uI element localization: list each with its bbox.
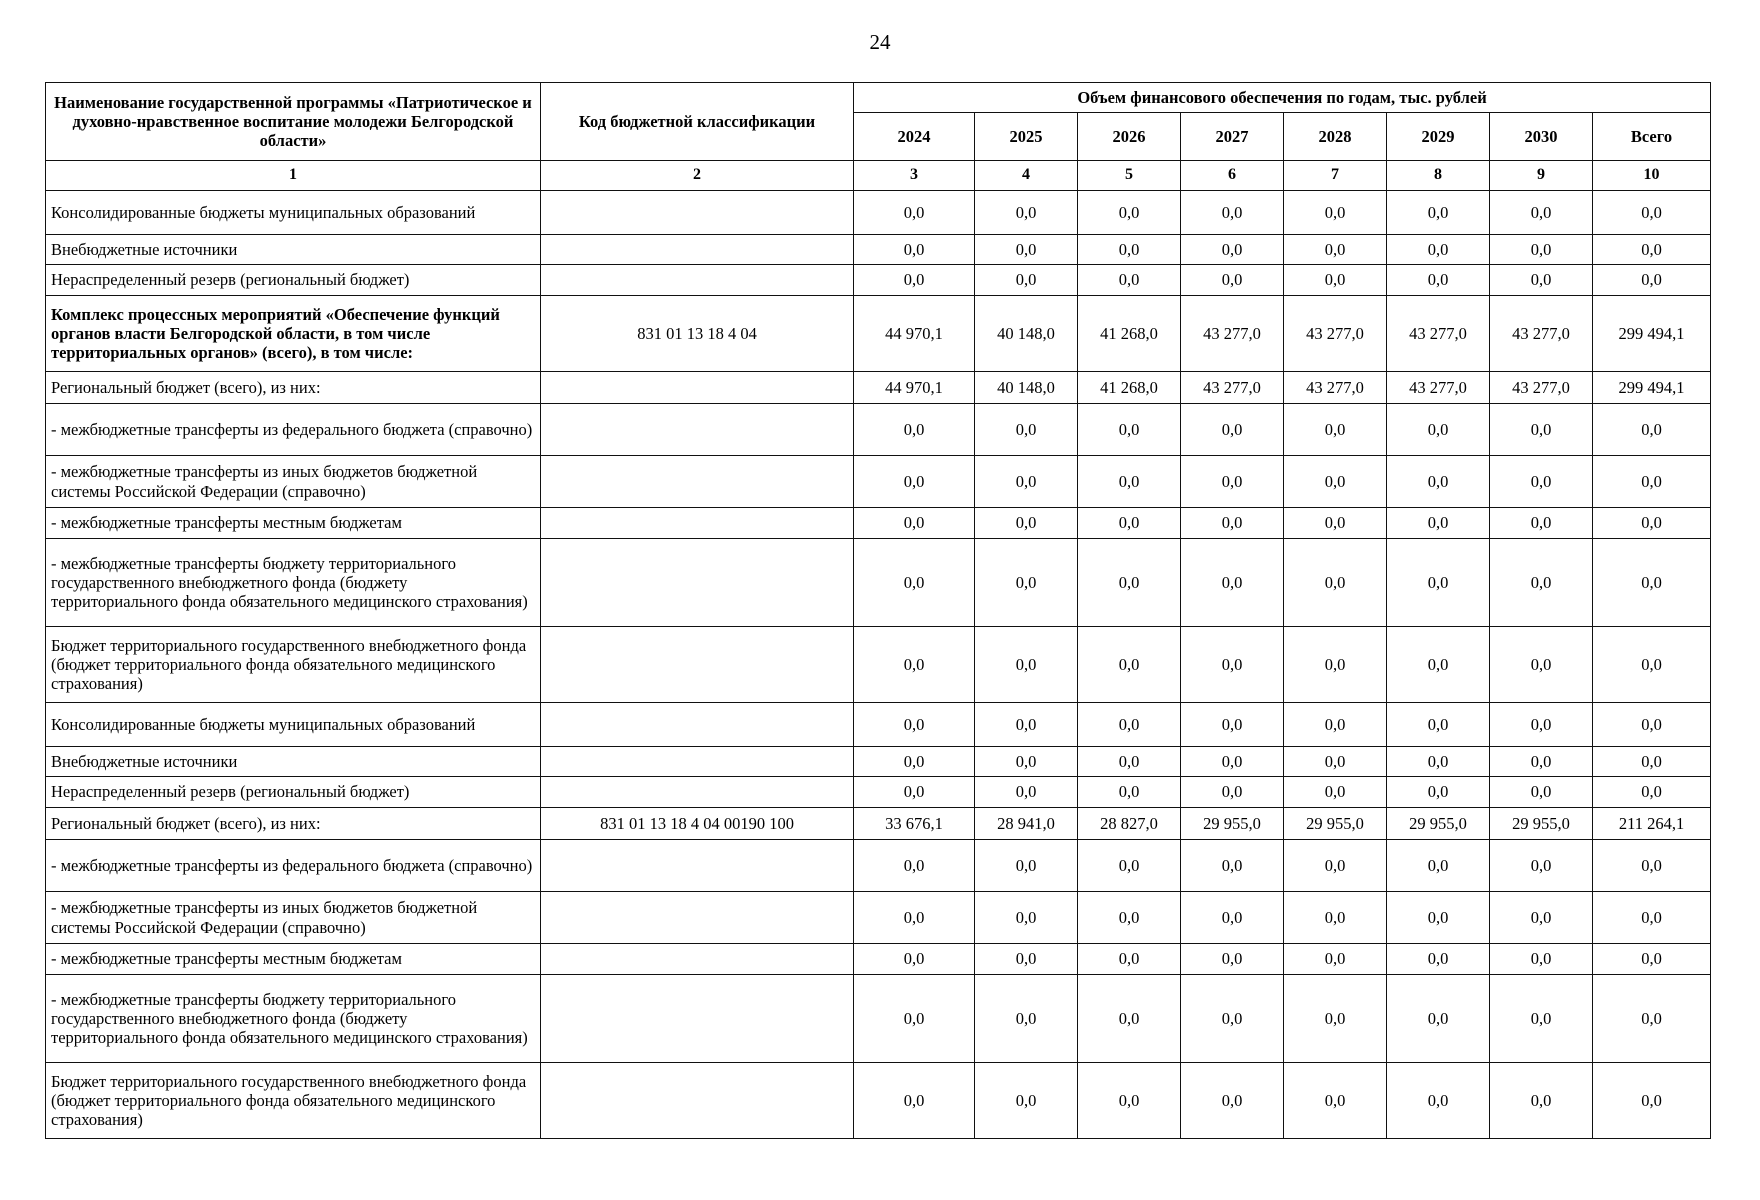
row-year-value: 0,0 — [854, 747, 975, 777]
header-year: 2026 — [1078, 113, 1181, 161]
row-total-value: 0,0 — [1593, 508, 1711, 539]
row-year-value: 0,0 — [1387, 975, 1490, 1063]
row-year-value: 0,0 — [854, 191, 975, 235]
row-year-value: 0,0 — [854, 456, 975, 508]
row-year-value: 0,0 — [1284, 191, 1387, 235]
row-year-value: 29 955,0 — [1490, 808, 1593, 840]
row-year-value: 0,0 — [1490, 539, 1593, 627]
row-year-value: 0,0 — [854, 944, 975, 975]
row-year-value: 0,0 — [1490, 1063, 1593, 1139]
column-number: 9 — [1490, 161, 1593, 191]
row-total-value: 0,0 — [1593, 944, 1711, 975]
row-year-value: 0,0 — [1181, 892, 1284, 944]
table-row — [46, 404, 1711, 456]
column-number: 3 — [854, 161, 975, 191]
table-row — [46, 975, 1711, 1063]
table-row — [46, 508, 1711, 539]
column-number: 7 — [1284, 161, 1387, 191]
row-year-value: 40 148,0 — [975, 296, 1078, 372]
row-year-value: 0,0 — [975, 892, 1078, 944]
table-row — [46, 627, 1711, 703]
row-year-value: 0,0 — [1284, 944, 1387, 975]
table-row — [46, 840, 1711, 892]
row-year-value: 0,0 — [1078, 777, 1181, 808]
header-year: 2030 — [1490, 113, 1593, 161]
row-year-value: 0,0 — [1387, 191, 1490, 235]
row-year-value: 0,0 — [1284, 456, 1387, 508]
row-year-value: 0,0 — [975, 975, 1078, 1063]
row-year-value: 0,0 — [854, 235, 975, 265]
row-name: Региональный бюджет (всего), из них: — [46, 808, 541, 840]
row-year-value: 0,0 — [1078, 627, 1181, 703]
row-year-value: 44 970,1 — [854, 296, 975, 372]
row-name: - межбюджетные трансферты бюджету территориального государственного внебюджетного фонда (бюджету территориального фонда обязательного медицинского страхования) — [46, 539, 541, 627]
row-total-value: 299 494,1 — [1593, 372, 1711, 404]
budget-table — [45, 82, 1711, 1139]
row-year-value: 0,0 — [854, 539, 975, 627]
header-year: 2028 — [1284, 113, 1387, 161]
row-year-value: 0,0 — [1387, 1063, 1490, 1139]
row-year-value: 0,0 — [1387, 404, 1490, 456]
header-year: 2024 — [854, 113, 975, 161]
row-year-value: 0,0 — [1181, 456, 1284, 508]
row-year-value: 0,0 — [1078, 892, 1181, 944]
row-year-value: 0,0 — [1490, 265, 1593, 296]
row-name: Консолидированные бюджеты муниципальных образований — [46, 703, 541, 747]
row-year-value: 29 955,0 — [1181, 808, 1284, 840]
table-row — [46, 296, 1711, 372]
table-row — [46, 456, 1711, 508]
row-year-value: 0,0 — [975, 191, 1078, 235]
row-year-value: 0,0 — [1181, 1063, 1284, 1139]
row-name: - межбюджетные трансферты местным бюджетам — [46, 508, 541, 539]
row-year-value: 0,0 — [975, 777, 1078, 808]
row-total-value: 0,0 — [1593, 539, 1711, 627]
row-year-value: 43 277,0 — [1181, 372, 1284, 404]
row-budget-code — [541, 539, 854, 627]
header-year: 2027 — [1181, 113, 1284, 161]
row-year-value: 29 955,0 — [1284, 808, 1387, 840]
header-volume: Объем финансового обеспечения по годам, тыс. рублей — [854, 83, 1711, 113]
row-name: Региональный бюджет (всего), из них: — [46, 372, 541, 404]
row-year-value: 41 268,0 — [1078, 296, 1181, 372]
row-name: Нераспределенный резерв (региональный бюджет) — [46, 265, 541, 296]
row-year-value: 0,0 — [1284, 404, 1387, 456]
row-year-value: 0,0 — [1387, 747, 1490, 777]
row-year-value: 0,0 — [1490, 975, 1593, 1063]
table-body — [46, 191, 1711, 1139]
row-name: - межбюджетные трансферты бюджету территориального государственного внебюджетного фонда (бюджету территориального фонда обязательного медицинского страхования) — [46, 975, 541, 1063]
row-year-value: 44 970,1 — [854, 372, 975, 404]
row-year-value: 0,0 — [1181, 539, 1284, 627]
table-row — [46, 808, 1711, 840]
row-year-value: 0,0 — [1490, 404, 1593, 456]
row-year-value: 0,0 — [975, 456, 1078, 508]
row-year-value: 0,0 — [1078, 975, 1181, 1063]
row-year-value: 0,0 — [1078, 265, 1181, 296]
row-year-value: 0,0 — [1284, 235, 1387, 265]
table-row — [46, 235, 1711, 265]
row-year-value: 0,0 — [1284, 539, 1387, 627]
row-year-value: 0,0 — [1387, 944, 1490, 975]
row-year-value: 43 277,0 — [1490, 296, 1593, 372]
row-budget-code — [541, 627, 854, 703]
row-year-value: 0,0 — [1490, 892, 1593, 944]
row-budget-code — [541, 892, 854, 944]
row-budget-code — [541, 508, 854, 539]
row-total-value: 0,0 — [1593, 265, 1711, 296]
row-year-value: 0,0 — [854, 892, 975, 944]
row-year-value: 0,0 — [1078, 508, 1181, 539]
row-year-value: 33 676,1 — [854, 808, 975, 840]
column-number: 2 — [541, 161, 854, 191]
row-name: Бюджет территориального государственного внебюджетного фонда (бюджет территориального фонда обязательного медицинского страхования) — [46, 1063, 541, 1139]
row-year-value: 0,0 — [1284, 747, 1387, 777]
row-year-value: 0,0 — [975, 235, 1078, 265]
row-year-value: 0,0 — [1078, 1063, 1181, 1139]
row-year-value: 0,0 — [1078, 404, 1181, 456]
table-row — [46, 892, 1711, 944]
row-year-value: 0,0 — [1181, 508, 1284, 539]
row-year-value: 0,0 — [975, 539, 1078, 627]
row-year-value: 0,0 — [854, 1063, 975, 1139]
row-total-value: 299 494,1 — [1593, 296, 1711, 372]
row-year-value: 0,0 — [1284, 1063, 1387, 1139]
row-name: Комплекс процессных мероприятий «Обеспечение функций органов власти Белгородской области, в том числе территориальных органов» (всего), в том числе: — [46, 296, 541, 372]
row-total-value: 211 264,1 — [1593, 808, 1711, 840]
row-year-value: 0,0 — [1387, 627, 1490, 703]
row-year-value: 0,0 — [854, 777, 975, 808]
row-year-value: 0,0 — [1490, 944, 1593, 975]
row-year-value: 28 827,0 — [1078, 808, 1181, 840]
row-year-value: 0,0 — [1490, 747, 1593, 777]
row-year-value: 0,0 — [1181, 944, 1284, 975]
row-total-value: 0,0 — [1593, 404, 1711, 456]
table-row — [46, 747, 1711, 777]
column-number: 4 — [975, 161, 1078, 191]
row-budget-code: 831 01 13 18 4 04 — [541, 296, 854, 372]
row-name: Внебюджетные источники — [46, 235, 541, 265]
row-year-value: 0,0 — [1284, 703, 1387, 747]
row-year-value: 0,0 — [1490, 777, 1593, 808]
row-budget-code — [541, 372, 854, 404]
row-year-value: 0,0 — [1181, 265, 1284, 296]
row-name: - межбюджетные трансферты из иных бюджетов бюджетной системы Российской Федерации (справочно) — [46, 892, 541, 944]
table-row — [46, 539, 1711, 627]
row-year-value: 0,0 — [1490, 191, 1593, 235]
header-total: Всего — [1593, 113, 1711, 161]
row-total-value: 0,0 — [1593, 747, 1711, 777]
row-year-value: 0,0 — [975, 1063, 1078, 1139]
row-year-value: 0,0 — [1078, 944, 1181, 975]
page-number: 24 — [869, 30, 891, 54]
row-budget-code — [541, 703, 854, 747]
column-number: 5 — [1078, 161, 1181, 191]
row-year-value: 0,0 — [1284, 975, 1387, 1063]
row-year-value: 0,0 — [1284, 777, 1387, 808]
row-year-value: 0,0 — [1181, 703, 1284, 747]
row-budget-code — [541, 944, 854, 975]
row-budget-code — [541, 975, 854, 1063]
row-budget-code — [541, 404, 854, 456]
table-row — [46, 1063, 1711, 1139]
row-year-value: 0,0 — [1078, 456, 1181, 508]
row-year-value: 0,0 — [1490, 703, 1593, 747]
row-year-value: 0,0 — [1387, 892, 1490, 944]
row-year-value: 29 955,0 — [1387, 808, 1490, 840]
header-year: 2029 — [1387, 113, 1490, 161]
row-year-value: 0,0 — [975, 265, 1078, 296]
row-name: - межбюджетные трансферты из иных бюджетов бюджетной системы Российской Федерации (справочно) — [46, 456, 541, 508]
row-budget-code — [541, 747, 854, 777]
table-row — [46, 777, 1711, 808]
row-year-value: 0,0 — [1181, 840, 1284, 892]
row-year-value: 43 277,0 — [1181, 296, 1284, 372]
row-year-value: 0,0 — [1181, 747, 1284, 777]
table-header — [46, 83, 1711, 191]
row-year-value: 0,0 — [854, 627, 975, 703]
row-total-value: 0,0 — [1593, 456, 1711, 508]
row-total-value: 0,0 — [1593, 235, 1711, 265]
row-year-value: 40 148,0 — [975, 372, 1078, 404]
row-year-value: 0,0 — [854, 508, 975, 539]
row-budget-code — [541, 235, 854, 265]
table-row — [46, 372, 1711, 404]
row-year-value: 0,0 — [1078, 235, 1181, 265]
row-year-value: 43 277,0 — [1387, 296, 1490, 372]
row-budget-code — [541, 265, 854, 296]
table-row — [46, 265, 1711, 296]
row-year-value: 43 277,0 — [1284, 372, 1387, 404]
table-row — [46, 944, 1711, 975]
header-year: 2025 — [975, 113, 1078, 161]
row-total-value: 0,0 — [1593, 777, 1711, 808]
row-year-value: 0,0 — [1181, 191, 1284, 235]
row-year-value: 0,0 — [1181, 627, 1284, 703]
row-name: Внебюджетные источники — [46, 747, 541, 777]
row-year-value: 43 277,0 — [1387, 372, 1490, 404]
row-year-value: 0,0 — [975, 944, 1078, 975]
row-year-value: 0,0 — [1181, 404, 1284, 456]
row-name: - межбюджетные трансферты местным бюджетам — [46, 944, 541, 975]
row-year-value: 0,0 — [1078, 747, 1181, 777]
row-year-value: 0,0 — [1387, 840, 1490, 892]
row-year-value: 43 277,0 — [1284, 296, 1387, 372]
row-name: Бюджет территориального государственного внебюджетного фонда (бюджет территориального фонда обязательного медицинского страхования) — [46, 627, 541, 703]
row-year-value: 0,0 — [1387, 235, 1490, 265]
row-year-value: 0,0 — [975, 747, 1078, 777]
column-number: 10 — [1593, 161, 1711, 191]
row-year-value: 0,0 — [854, 840, 975, 892]
row-year-value: 0,0 — [975, 627, 1078, 703]
row-budget-code — [541, 1063, 854, 1139]
row-total-value: 0,0 — [1593, 975, 1711, 1063]
row-year-value: 0,0 — [1387, 777, 1490, 808]
row-total-value: 0,0 — [1593, 703, 1711, 747]
row-year-value: 41 268,0 — [1078, 372, 1181, 404]
row-total-value: 0,0 — [1593, 627, 1711, 703]
row-year-value: 0,0 — [1078, 191, 1181, 235]
header-program-name: Наименование государственной программы «Патриотическое и духовно-нравственное воспитание молодежи Белгородской области» — [46, 83, 541, 161]
row-year-value: 0,0 — [975, 508, 1078, 539]
row-budget-code — [541, 777, 854, 808]
row-year-value: 0,0 — [1078, 539, 1181, 627]
row-year-value: 0,0 — [1284, 627, 1387, 703]
row-year-value: 0,0 — [1284, 265, 1387, 296]
header-code: Код бюджетной классификации — [541, 83, 854, 161]
row-total-value: 0,0 — [1593, 840, 1711, 892]
row-year-value: 0,0 — [975, 840, 1078, 892]
column-number: 8 — [1387, 161, 1490, 191]
row-year-value: 0,0 — [854, 703, 975, 747]
row-budget-code — [541, 456, 854, 508]
row-year-value: 0,0 — [1490, 235, 1593, 265]
row-budget-code — [541, 191, 854, 235]
row-year-value: 0,0 — [1490, 840, 1593, 892]
row-year-value: 0,0 — [1181, 777, 1284, 808]
table-row — [46, 191, 1711, 235]
row-year-value: 0,0 — [1078, 703, 1181, 747]
row-name: Нераспределенный резерв (региональный бюджет) — [46, 777, 541, 808]
row-name: - межбюджетные трансферты из федерального бюджета (справочно) — [46, 404, 541, 456]
row-year-value: 0,0 — [1181, 975, 1284, 1063]
row-year-value: 0,0 — [1078, 840, 1181, 892]
row-budget-code: 831 01 13 18 4 04 00190 100 — [541, 808, 854, 840]
row-year-value: 0,0 — [1387, 265, 1490, 296]
column-number: 1 — [46, 161, 541, 191]
column-number: 6 — [1181, 161, 1284, 191]
row-name: Консолидированные бюджеты муниципальных образований — [46, 191, 541, 235]
row-year-value: 0,0 — [1284, 892, 1387, 944]
row-year-value: 0,0 — [975, 404, 1078, 456]
row-year-value: 0,0 — [1387, 456, 1490, 508]
table-row — [46, 703, 1711, 747]
row-year-value: 0,0 — [1490, 508, 1593, 539]
row-year-value: 0,0 — [1284, 840, 1387, 892]
row-budget-code — [541, 840, 854, 892]
row-year-value: 0,0 — [854, 265, 975, 296]
row-year-value: 43 277,0 — [1490, 372, 1593, 404]
row-year-value: 0,0 — [1490, 456, 1593, 508]
row-year-value: 28 941,0 — [975, 808, 1078, 840]
row-total-value: 0,0 — [1593, 191, 1711, 235]
row-year-value: 0,0 — [854, 975, 975, 1063]
row-year-value: 0,0 — [854, 404, 975, 456]
row-name: - межбюджетные трансферты из федерального бюджета (справочно) — [46, 840, 541, 892]
row-year-value: 0,0 — [1387, 703, 1490, 747]
row-year-value: 0,0 — [1387, 508, 1490, 539]
row-year-value: 0,0 — [1490, 627, 1593, 703]
row-year-value: 0,0 — [1284, 508, 1387, 539]
row-total-value: 0,0 — [1593, 892, 1711, 944]
row-year-value: 0,0 — [1387, 539, 1490, 627]
row-total-value: 0,0 — [1593, 1063, 1711, 1139]
row-year-value: 0,0 — [1181, 235, 1284, 265]
row-year-value: 0,0 — [975, 703, 1078, 747]
